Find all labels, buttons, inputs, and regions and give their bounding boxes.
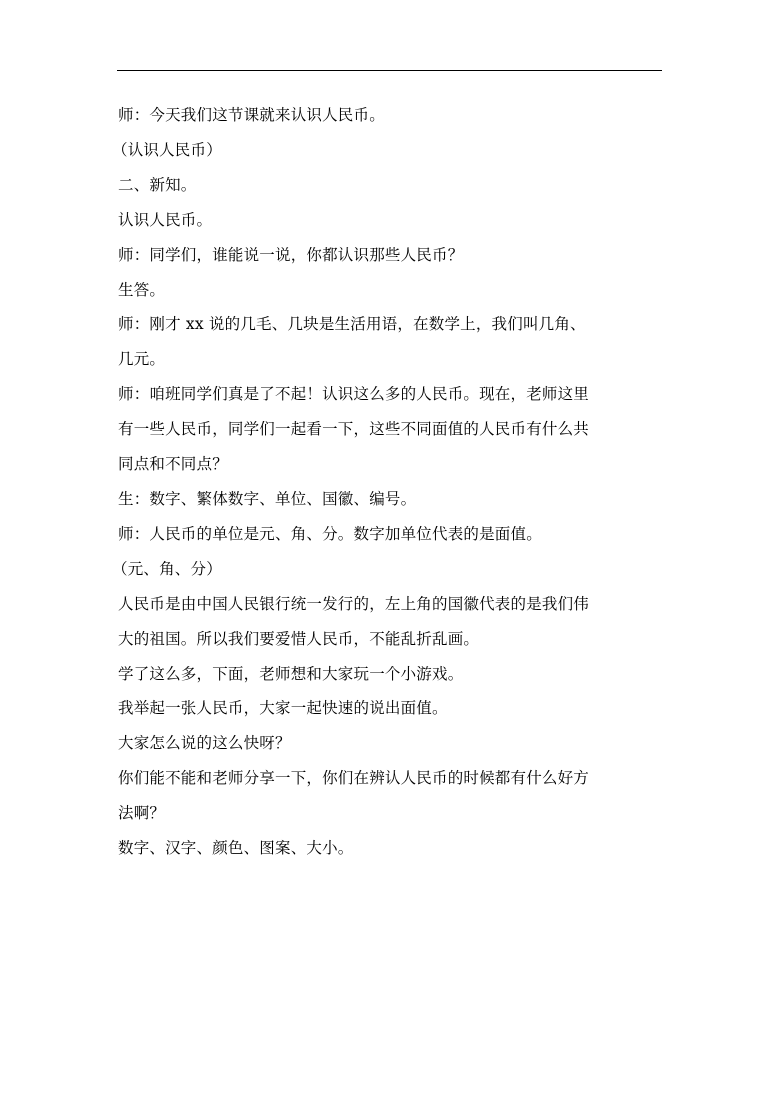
text-line: 法啊？: [118, 804, 166, 823]
text-line: 大的祖国。所以我们要爱惜人民币，不能乱折乱画。: [118, 629, 480, 648]
text-line: 有一些人民币，同学们一起看一下，这些不同面值的人民币有什么共: [118, 420, 590, 439]
text-line: （元、角、分）: [112, 559, 222, 578]
text-line: 师：同学们，谁能说一说，你都认识那些人民币？: [118, 245, 464, 264]
text-line: 几元。: [118, 350, 166, 369]
text-line: （认识人民币）: [112, 140, 222, 159]
text-line: 生：数字、繁体数字、单位、国徽、编号。: [118, 489, 417, 508]
text-line: 二、新知。: [118, 175, 197, 194]
text-line: 师：咱班同学们真是了不起！认识这么多的人民币。现在，老师这里: [118, 385, 590, 404]
text-line: 师：今天我们这节课就来认识人民币。: [118, 106, 385, 124]
document-body: [112, 98, 663, 866]
text-line: 师：人民币的单位是元、角、分。数字加单位代表的是面值。: [118, 524, 542, 543]
text-line: 师：刚才 xx 说的几毛、几块是生活用语，在数学上，我们叫几角、: [118, 315, 586, 334]
text-line: 我举起一张人民币，大家一起快速的说出面值。: [118, 699, 448, 718]
text-line: 生答。: [118, 280, 166, 299]
text-line: 认识人民币。: [118, 210, 213, 229]
text-line: 学了这么多，下面，老师想和大家玩一个小游戏。: [118, 664, 464, 683]
text-line: 人民币是由中国人民银行统一发行的，左上角的国徽代表的是我们伟: [118, 594, 590, 613]
text-line: 大家怎么说的这么快呀？: [118, 734, 291, 753]
text-line: 你们能不能和老师分享一下，你们在辨认人民币的时候都有什么好方: [118, 769, 590, 788]
text-line: 数字、汉字、颜色、图案、大小。: [118, 839, 354, 858]
header-rule: [117, 70, 662, 71]
text-line: 同点和不同点？: [118, 455, 228, 474]
